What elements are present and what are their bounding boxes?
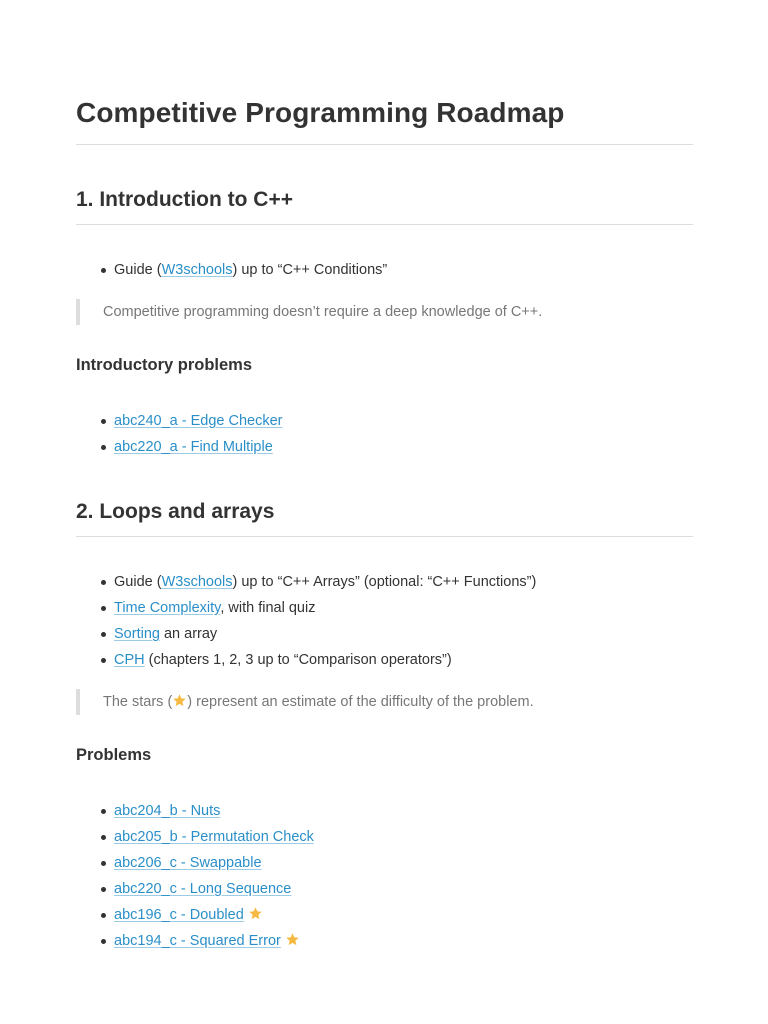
section-divider: [76, 224, 693, 225]
w3schools-link[interactable]: W3schools: [161, 262, 233, 278]
problem-link[interactable]: abc204_b - Nuts: [114, 803, 221, 819]
blockquote-stars-note: [76, 689, 693, 715]
list-item: [76, 798, 314, 824]
list-item: [76, 569, 536, 595]
list-item: [76, 595, 536, 621]
introductory-problems-list: [76, 408, 282, 460]
star-icon: [248, 906, 263, 921]
list-item: [76, 621, 536, 647]
list-item: [76, 824, 314, 850]
star-icon: [172, 693, 187, 708]
problems-heading: Problems: [76, 746, 152, 764]
item-suffix: , with final quiz: [220, 600, 316, 616]
problem-link[interactable]: abc220_a - Find Multiple: [114, 439, 273, 455]
star-icon: [285, 932, 300, 947]
list-item: [76, 928, 314, 954]
problem-link[interactable]: abc196_c - Doubled: [114, 907, 244, 923]
guide-suffix: ) up to “C++ Conditions”: [232, 262, 388, 278]
problem-link[interactable]: abc194_c - Squared Error: [114, 933, 281, 949]
introductory-problems-heading: Introductory problems: [76, 356, 253, 374]
list-item: [76, 876, 314, 902]
list-item: [76, 850, 314, 876]
problem-link[interactable]: abc240_a - Edge Checker: [114, 413, 283, 429]
section-heading-loops-arrays: 2. Loops and arrays: [76, 500, 275, 523]
section-divider: [76, 536, 693, 537]
cph-link[interactable]: CPH: [114, 652, 145, 668]
list-item: [76, 902, 314, 928]
time-complexity-link[interactable]: Time Complexity: [114, 600, 221, 616]
item-suffix: ) up to “C++ Arrays” (optional: “C++ Functions”): [232, 574, 537, 590]
guide-prefix: Guide (: [114, 262, 162, 278]
list-item: [76, 647, 536, 673]
list-item: [76, 408, 282, 434]
quote-after: ) represent an estimate of the difficulty of the problem.: [187, 694, 534, 710]
list-item: [76, 434, 282, 460]
problem-link[interactable]: abc206_c - Swappable: [114, 855, 262, 871]
blockquote-note: Competitive programming doesn’t require a deep knowledge of C++.: [76, 299, 693, 325]
problems-list: [76, 798, 314, 954]
title-divider: [76, 144, 693, 145]
problem-link[interactable]: abc205_b - Permutation Check: [114, 829, 314, 845]
problem-link[interactable]: abc220_c - Long Sequence: [114, 881, 292, 897]
quote-before: The stars (: [103, 694, 173, 710]
item-suffix: an array: [159, 626, 218, 642]
list-item: [76, 257, 387, 283]
loops-resources-list: [76, 569, 536, 673]
section-heading-intro-cpp: 1. Introduction to C++: [76, 188, 294, 211]
page-title: Competitive Programming Roadmap: [76, 97, 565, 128]
sorting-link[interactable]: Sorting: [114, 626, 160, 642]
intro-guide-list: [76, 257, 387, 283]
item-prefix: Guide (: [114, 574, 162, 590]
item-suffix: (chapters 1, 2, 3 up to “Comparison operators”): [144, 652, 452, 668]
w3schools-link[interactable]: W3schools: [161, 574, 233, 590]
